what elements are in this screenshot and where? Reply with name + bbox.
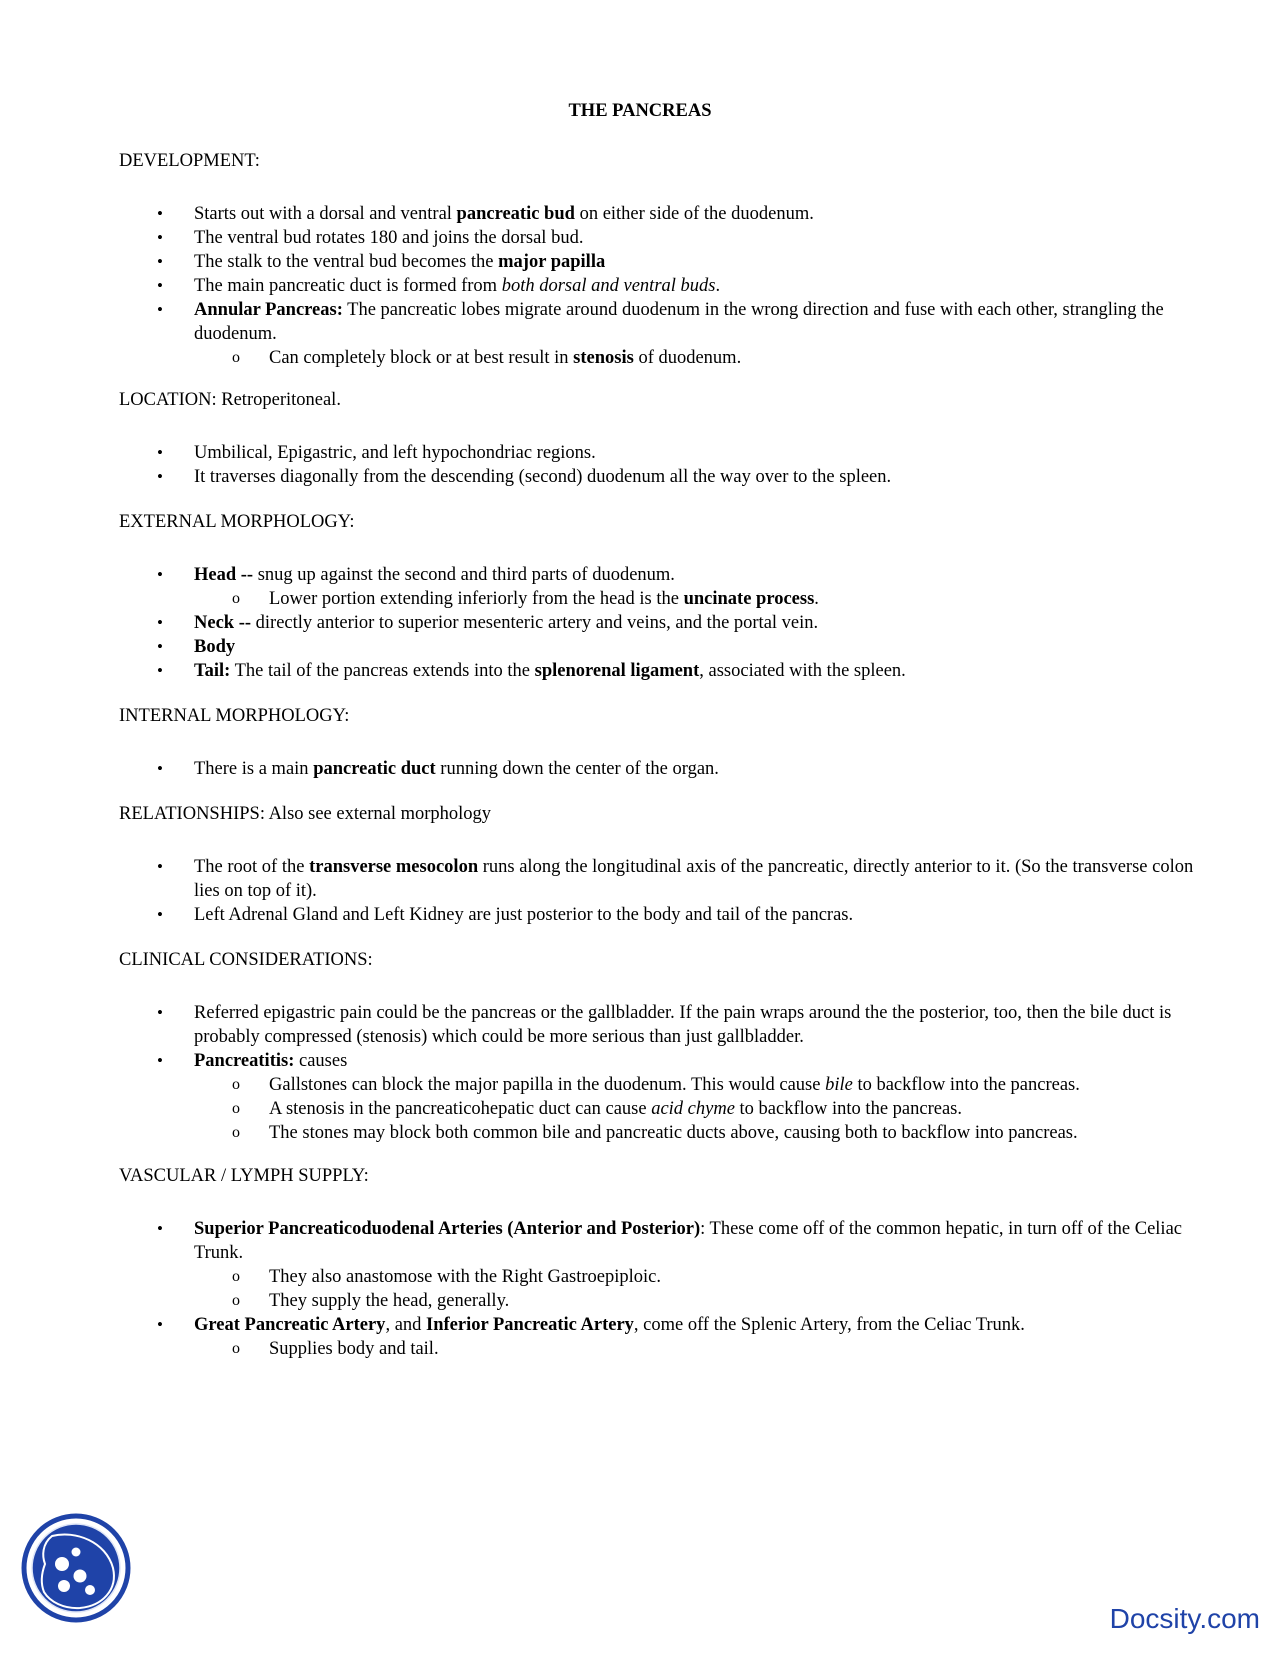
bullet-icon: • bbox=[157, 467, 163, 486]
text-run: Superior Pancreaticoduodenal Arteries (Anterior and Posterior) bbox=[194, 1219, 701, 1239]
text-run: A stenosis in the pancreaticohepatic duct can cause bbox=[269, 1099, 652, 1119]
text-run: both dorsal and ventral buds bbox=[501, 276, 716, 296]
text-run: Pancreatitis: bbox=[194, 1051, 295, 1071]
text-run: transverse mesocolon bbox=[309, 857, 479, 877]
list-item bbox=[0, 1001, 1194, 1049]
bullet-icon: • bbox=[157, 300, 163, 319]
text-run: snug up against the second and third parts of duodenum. bbox=[253, 565, 675, 585]
text-run: Annular Pancreas: bbox=[194, 300, 343, 320]
list-item bbox=[0, 563, 1194, 587]
bullet-icon: • bbox=[157, 759, 163, 778]
list-item bbox=[0, 1313, 1194, 1337]
text-run: Tail: bbox=[194, 661, 231, 681]
list-item bbox=[0, 226, 1194, 250]
text-run: Supplies body and tail. bbox=[269, 1339, 439, 1359]
text-run: . bbox=[814, 589, 819, 609]
bullet-icon: • bbox=[157, 905, 163, 924]
text-run: Head -- bbox=[194, 565, 254, 585]
bullet-list bbox=[0, 1217, 1280, 1361]
text-run: The pancreatic lobes migrate around duodenum in the wrong direction and fuse with each other, strangling the duodenum. bbox=[194, 300, 1164, 344]
bullet-icon: • bbox=[157, 252, 163, 271]
text-run: , and bbox=[385, 1315, 427, 1335]
text-run: Neck -- bbox=[194, 613, 252, 633]
circle-bullet-icon: o bbox=[232, 1100, 240, 1117]
list-item bbox=[0, 441, 1194, 465]
circle-bullet-icon: o bbox=[232, 1124, 240, 1141]
bullet-list bbox=[0, 441, 1280, 489]
text-run: running down the center of the organ. bbox=[435, 759, 719, 779]
text-run: The stones may block both common bile and pancreatic ducts above, causing both to backflow into pancreas. bbox=[269, 1123, 1078, 1143]
text-run: to backflow into the pancreas. bbox=[852, 1075, 1080, 1095]
text-run: on either side of the duodenum. bbox=[574, 204, 814, 224]
circle-bullet-icon: o bbox=[232, 349, 240, 366]
section-heading: RELATIONSHIPS: Also see external morphology bbox=[119, 804, 492, 824]
list-item bbox=[0, 757, 1194, 781]
text-run: of duodenum. bbox=[633, 348, 742, 368]
text-run: acid chyme bbox=[651, 1099, 735, 1119]
text-run: Gallstones can block the major papilla in the duodenum. This would cause bbox=[269, 1075, 826, 1095]
list-item bbox=[0, 1217, 1194, 1265]
text-run: splenorenal ligament bbox=[534, 661, 700, 681]
docsity-logo-icon[interactable] bbox=[20, 1512, 132, 1624]
text-run: Lower portion extending inferiorly from the head is the bbox=[269, 589, 684, 609]
text-run: stenosis bbox=[573, 348, 634, 368]
bullet-list bbox=[0, 563, 1280, 683]
list-item bbox=[0, 855, 1194, 903]
text-run: causes bbox=[294, 1051, 348, 1071]
list-item bbox=[0, 298, 1194, 346]
sub-list-item bbox=[0, 1121, 1194, 1145]
docsity-brand-link[interactable]: Docsity.com bbox=[1109, 1603, 1260, 1634]
section-heading: CLINICAL CONSIDERATIONS: bbox=[119, 950, 373, 970]
text-run: They supply the head, generally. bbox=[269, 1291, 510, 1311]
section-heading: INTERNAL MORPHOLOGY: bbox=[119, 706, 350, 726]
bullet-icon: • bbox=[157, 613, 163, 632]
text-run: There is a main bbox=[194, 759, 314, 779]
text-run: Body bbox=[194, 637, 236, 657]
section-heading: VASCULAR / LYMPH SUPPLY: bbox=[119, 1166, 369, 1186]
bullet-icon: • bbox=[157, 443, 163, 462]
list-item bbox=[0, 611, 1194, 635]
text-run: directly anterior to superior mesenteric artery and veins, and the portal vein. bbox=[251, 613, 819, 633]
section-heading: DEVELOPMENT: bbox=[119, 151, 260, 171]
sub-list-item bbox=[0, 1265, 1194, 1289]
bullet-icon: • bbox=[157, 857, 163, 876]
text-run: The tail of the pancreas extends into the bbox=[230, 661, 535, 681]
text-run: pancreatic duct bbox=[313, 759, 436, 779]
text-run: bile bbox=[825, 1075, 853, 1095]
text-run: Left Adrenal Gland and Left Kidney are just posterior to the body and tail of the pancras. bbox=[194, 905, 854, 925]
section-heading: LOCATION: Retroperitoneal. bbox=[119, 390, 341, 410]
bullet-icon: • bbox=[157, 1051, 163, 1070]
list-item bbox=[0, 202, 1194, 226]
bullet-list bbox=[0, 202, 1280, 370]
bullet-icon: • bbox=[157, 276, 163, 295]
bullet-list bbox=[0, 855, 1280, 927]
text-run: , come off the Splenic Artery, from the Celiac Trunk. bbox=[633, 1315, 1025, 1335]
text-run: uncinate process bbox=[683, 589, 815, 609]
list-item bbox=[0, 659, 1194, 683]
bullet-list bbox=[0, 1001, 1280, 1145]
text-run: Can completely block or at best result in bbox=[269, 348, 574, 368]
text-run: The main pancreatic duct is formed from bbox=[194, 276, 502, 296]
circle-bullet-icon: o bbox=[232, 1076, 240, 1093]
text-run: Inferior Pancreatic Artery bbox=[426, 1315, 634, 1335]
text-run: It traverses diagonally from the descending (second) duodenum all the way over to the spleen. bbox=[194, 467, 892, 487]
sub-list-item bbox=[0, 587, 1194, 611]
bullet-icon: • bbox=[157, 204, 163, 223]
list-item bbox=[0, 1049, 1194, 1073]
text-run: major papilla bbox=[498, 252, 606, 272]
text-run: pancreatic bud bbox=[456, 204, 575, 224]
circle-bullet-icon: o bbox=[232, 1340, 240, 1357]
list-item bbox=[0, 635, 1194, 659]
sub-list-item bbox=[0, 1097, 1194, 1121]
text-run: to backflow into the pancreas. bbox=[734, 1099, 962, 1119]
bullet-icon: • bbox=[157, 1219, 163, 1238]
text-run: Starts out with a dorsal and ventral bbox=[194, 204, 457, 224]
text-run: Great Pancreatic Artery bbox=[194, 1315, 386, 1335]
sub-list-item bbox=[0, 1073, 1194, 1097]
page-title: THE PANCREAS bbox=[568, 101, 712, 121]
list-item bbox=[0, 274, 1194, 298]
list-item bbox=[0, 465, 1194, 489]
text-run: The root of the bbox=[194, 857, 310, 877]
text-run: runs along the longitudinal axis of the pancreatic, directly anterior to it. (So the transverse colon lies on top of it). bbox=[194, 857, 1194, 901]
bullet-list bbox=[0, 757, 1280, 781]
text-run: The stalk to the ventral bud becomes the bbox=[194, 252, 499, 272]
text-run: The ventral bud rotates 180 and joins the dorsal bud. bbox=[194, 228, 584, 248]
text-run: Umbilical, Epigastric, and left hypochondriac regions. bbox=[194, 443, 596, 463]
text-run: . bbox=[715, 276, 721, 296]
text-run: Referred epigastric pain could be the pancreas or the gallbladder. If the pain wraps around the the posterior, too, then the bile duct is probably compressed (stenosis) which could be more serious than just gallbladder. bbox=[194, 1003, 1172, 1047]
section-heading: EXTERNAL MORPHOLOGY: bbox=[119, 512, 355, 532]
circle-bullet-icon: o bbox=[232, 590, 240, 607]
sub-list-item bbox=[0, 1337, 1194, 1361]
list-item bbox=[0, 903, 1194, 927]
bullet-icon: • bbox=[157, 637, 163, 656]
text-run: They also anastomose with the Right Gastroepiploic. bbox=[269, 1267, 662, 1287]
bullet-icon: • bbox=[157, 1003, 163, 1022]
text-run: : These come off of the common hepatic, in turn off of the Celiac Trunk. bbox=[194, 1219, 1182, 1263]
list-item bbox=[0, 250, 1194, 274]
circle-bullet-icon: o bbox=[232, 1268, 240, 1285]
text-run: , associated with the spleen. bbox=[699, 661, 906, 681]
sub-list-item bbox=[0, 1289, 1194, 1313]
bullet-icon: • bbox=[157, 565, 163, 584]
bullet-icon: • bbox=[157, 228, 163, 247]
sub-list-item bbox=[0, 346, 1194, 370]
bullet-icon: • bbox=[157, 1315, 163, 1334]
circle-bullet-icon: o bbox=[232, 1292, 240, 1309]
bullet-icon: • bbox=[157, 661, 163, 680]
